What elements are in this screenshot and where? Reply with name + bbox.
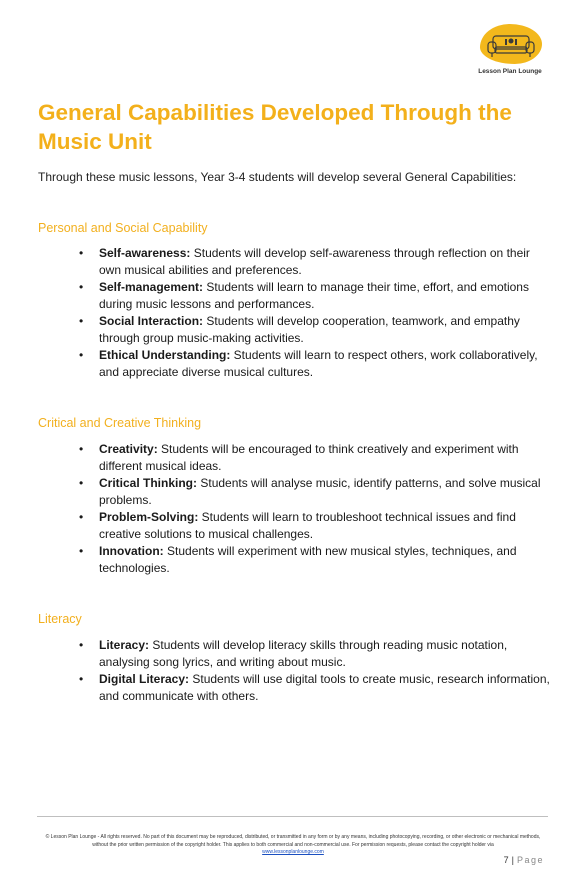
- section-heading-critical-creative: Critical and Creative Thinking: [38, 416, 202, 430]
- item-term: Critical Thinking:: [99, 476, 198, 490]
- item-text: Students will use digital tools to create music, research information, and communicate with others.: [99, 672, 550, 703]
- list-item: [79, 313, 551, 347]
- section-heading-literacy: Literacy: [38, 612, 82, 626]
- section-heading-personal-social: Personal and Social Capability: [38, 221, 208, 235]
- item-text: Students will learn to manage their time, effort, and emotions during music lessons and performances.: [99, 280, 529, 311]
- intro-paragraph: Through these music lessons, Year 3-4 students will develop several General Capabilities:: [38, 170, 517, 184]
- item-text: Students will develop self-awareness through reflection on their own musical abilities and preferences.: [99, 246, 530, 277]
- bullet-icon: •: [79, 476, 84, 490]
- website-link[interactable]: www.lessonplanlounge.com: [262, 849, 324, 855]
- list-item: [79, 509, 551, 543]
- page-number-value: 7: [503, 855, 509, 865]
- capability-list-personal-social: [79, 245, 551, 381]
- bullet-icon: •: [79, 672, 84, 686]
- list-item: [79, 637, 551, 671]
- item-text: Students will develop cooperation, teamwork, and empathy through group music-making activities.: [99, 314, 520, 345]
- bullet-icon: •: [79, 314, 84, 328]
- item-term: Innovation:: [99, 544, 164, 558]
- item-text: Students will be encouraged to think creatively and experiment with different musical ideas.: [99, 442, 519, 473]
- page-number: [504, 855, 544, 865]
- item-term: Self-management:: [99, 280, 204, 294]
- bullet-icon: •: [79, 280, 84, 294]
- bullet-icon: •: [79, 348, 84, 362]
- item-term: Ethical Understanding:: [99, 348, 231, 362]
- logo-text: Lesson Plan Lounge: [478, 68, 542, 75]
- list-item: [79, 475, 551, 509]
- bullet-icon: •: [79, 638, 84, 652]
- item-term: Self-awareness:: [99, 246, 191, 260]
- list-item: [79, 347, 551, 381]
- item-text: Students will learn to troubleshoot technical issues and find creative solutions to musical challenges.: [99, 510, 516, 541]
- item-text: Students will develop literacy skills through reading music notation, analysing song lyrics, and writing about music.: [99, 638, 508, 669]
- logo: [474, 22, 546, 80]
- item-text: Students will learn to respect others, work collaboratively, and appreciate diverse musical cultures.: [99, 348, 538, 379]
- sofa-icon: [484, 30, 538, 62]
- item-term: Literacy:: [99, 638, 150, 652]
- bullet-icon: •: [79, 510, 84, 524]
- list-item: [79, 671, 551, 705]
- item-text: Students will analyse music, identify patterns, and solve musical problems.: [99, 476, 541, 507]
- item-text: Students will experiment with new musical styles, techniques, and technologies.: [99, 544, 517, 575]
- list-item: [79, 543, 551, 577]
- footer-divider: [37, 816, 548, 817]
- copyright-notice: [38, 834, 548, 857]
- item-term: Problem-Solving:: [99, 510, 199, 524]
- bullet-icon: •: [79, 544, 84, 558]
- page-separator: |: [511, 855, 514, 865]
- page-title: General Capabilities Developed Through the Music Unit: [38, 100, 512, 154]
- copyright-text: © Lesson Plan Lounge - All rights reserved. No part of this document may be reproduced, distributed, or transmitted in any form or by any means, including photocopying, recording, or other electronic or mechanical methods, without the prior written permission of the copyright holder. This applies to both commercial and non-commercial use. For permission requests, please contact the copyright holder via: [45, 834, 541, 848]
- item-term: Social Interaction:: [99, 314, 204, 328]
- list-item: [79, 441, 551, 475]
- page-label: Page: [516, 855, 544, 865]
- list-item: [79, 279, 551, 313]
- capability-list-critical-creative: [79, 441, 551, 577]
- item-term: Creativity:: [99, 442, 158, 456]
- capability-list-literacy: [79, 637, 551, 705]
- bullet-icon: •: [79, 246, 84, 260]
- bullet-icon: •: [79, 442, 84, 456]
- list-item: [79, 245, 551, 279]
- item-term: Digital Literacy:: [99, 672, 190, 686]
